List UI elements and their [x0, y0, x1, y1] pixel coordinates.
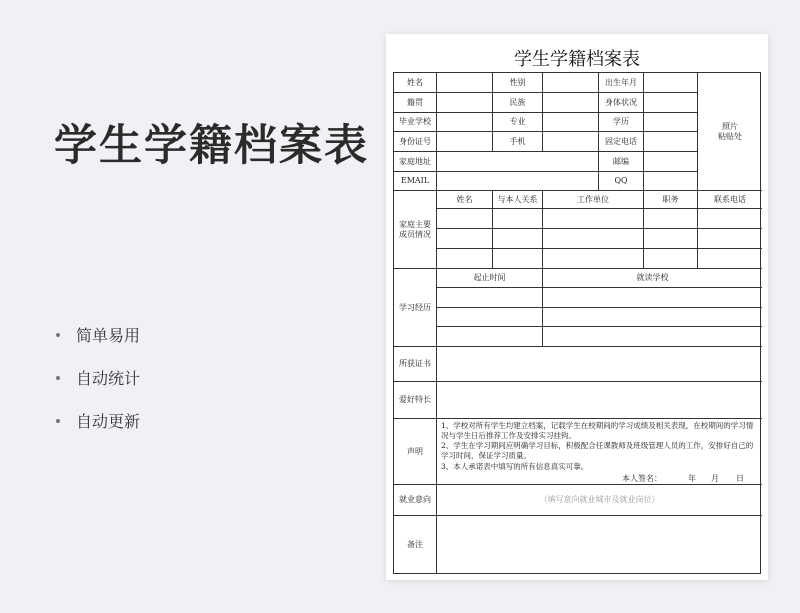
- family-cell[interactable]: [437, 249, 493, 269]
- field-id-number[interactable]: [437, 132, 493, 152]
- signature-label: 本人签名：: [622, 474, 662, 483]
- family-cell[interactable]: [698, 249, 762, 269]
- label-name: 姓名: [394, 73, 437, 93]
- study-header-school: 就读学校: [543, 269, 762, 288]
- feature-label: 自动更新: [76, 412, 141, 431]
- hero-title: 学生学籍档案表: [54, 121, 369, 171]
- field-name[interactable]: [437, 73, 493, 93]
- photo-label-2: 粘贴处: [718, 131, 742, 141]
- family-header-employer: 工作单位: [543, 191, 644, 209]
- family-cell[interactable]: [437, 229, 493, 249]
- label-postcode: 邮编: [599, 152, 644, 172]
- certificates-field[interactable]: [437, 347, 762, 382]
- family-cell[interactable]: [543, 249, 644, 269]
- field-postcode[interactable]: [644, 152, 698, 172]
- label-origin: 籍贯: [394, 93, 437, 113]
- feature-label: 简单易用: [76, 326, 141, 345]
- photo-slot[interactable]: [698, 73, 762, 191]
- feature-label: 自动统计: [76, 369, 141, 388]
- study-cell[interactable]: [437, 308, 543, 327]
- hobbies-label: 爱好特长: [394, 382, 437, 419]
- family-header-relation: 与本人关系: [493, 191, 543, 209]
- label-gender: 性别: [493, 73, 543, 93]
- field-origin[interactable]: [437, 93, 493, 113]
- field-ethnicity[interactable]: [543, 93, 599, 113]
- date-month-label: 月: [711, 474, 719, 483]
- remarks-label: 备注: [394, 516, 437, 573]
- study-cell[interactable]: [543, 288, 762, 308]
- family-cell[interactable]: [543, 229, 644, 249]
- feature-item: [56, 356, 140, 399]
- family-cell[interactable]: [698, 229, 762, 249]
- field-birth[interactable]: [644, 73, 698, 93]
- field-health[interactable]: [644, 93, 698, 113]
- family-cell[interactable]: [493, 249, 543, 269]
- family-label-2: 成员情况: [399, 229, 431, 239]
- label-health: 身体状况: [599, 93, 644, 113]
- field-major[interactable]: [543, 113, 599, 132]
- feature-list: [56, 313, 140, 442]
- certificates-label: 所获证书: [394, 347, 437, 382]
- student-record-form: [393, 72, 761, 574]
- family-cell[interactable]: [437, 209, 493, 229]
- employment-field[interactable]: （填写意向就业城市及就业岗位）: [437, 485, 762, 516]
- study-section-label: 学习经历: [394, 269, 437, 347]
- bullet-icon: [56, 419, 60, 423]
- employment-label: 就业意向: [394, 485, 437, 516]
- family-header-position: 职务: [644, 191, 698, 209]
- remarks-field[interactable]: [437, 516, 762, 573]
- bullet-icon: [56, 376, 60, 380]
- family-cell[interactable]: [644, 249, 698, 269]
- study-header-period: 起止时间: [437, 269, 543, 288]
- field-gender[interactable]: [543, 73, 599, 93]
- study-cell[interactable]: [437, 327, 543, 347]
- family-header-phone: 联系电话: [698, 191, 762, 209]
- field-address[interactable]: [437, 152, 599, 172]
- field-education[interactable]: [644, 113, 698, 132]
- photo-label: 照片: [722, 121, 738, 131]
- family-cell[interactable]: [493, 209, 543, 229]
- feature-item: [56, 313, 140, 356]
- declaration-line-3: 3、本人承诺表中填写的所有信息真实可靠。: [441, 461, 589, 471]
- label-birth: 出生年月: [599, 73, 644, 93]
- family-cell[interactable]: [644, 209, 698, 229]
- family-cell[interactable]: [644, 229, 698, 249]
- document-preview: [386, 34, 768, 580]
- family-cell[interactable]: [493, 229, 543, 249]
- label-mobile: 手机: [493, 132, 543, 152]
- label-qq: QQ: [599, 172, 644, 191]
- study-cell[interactable]: [543, 327, 762, 347]
- label-school: 毕业学校: [394, 113, 437, 132]
- declaration-line-2: 2、学生在学习期间应明确学习目标，积极配合任课教师及班级管理人员的工作，安排好自己的学习时间，保证学习质量。: [441, 441, 754, 461]
- label-ethnicity: 民族: [493, 93, 543, 113]
- hobbies-field[interactable]: [437, 382, 762, 419]
- declaration-label: 声明: [394, 419, 437, 485]
- date-year-label: 年: [688, 474, 696, 483]
- label-address: 家庭地址: [394, 152, 437, 172]
- document-title: 学生学籍档案表: [514, 49, 640, 70]
- family-section-label: [394, 191, 437, 269]
- declaration-line-1: 1、学校对所有学生均建立档案，记载学生在校期间的学习成绩及相关表现，在校期间的学习情况与学生日后推荐工作及安排实习挂钩。: [441, 421, 754, 441]
- field-landline[interactable]: [644, 132, 698, 152]
- label-major: 专业: [493, 113, 543, 132]
- field-mobile[interactable]: [543, 132, 599, 152]
- field-email[interactable]: [437, 172, 599, 191]
- family-label-1: 家庭主要: [399, 219, 431, 229]
- study-cell[interactable]: [437, 288, 543, 308]
- label-email: EMAIL: [394, 172, 437, 191]
- field-qq[interactable]: [644, 172, 698, 191]
- label-landline: 固定电话: [599, 132, 644, 152]
- family-cell[interactable]: [543, 209, 644, 229]
- label-education: 学历: [599, 113, 644, 132]
- study-cell[interactable]: [543, 308, 762, 327]
- declaration-text: [438, 419, 761, 474]
- family-header-name: 姓名: [437, 191, 493, 209]
- bullet-icon: [56, 333, 60, 337]
- date-day-label: 日: [736, 474, 744, 483]
- label-id-number: 身份证号: [394, 132, 437, 152]
- field-school[interactable]: [437, 113, 493, 132]
- family-cell[interactable]: [698, 209, 762, 229]
- feature-item: [56, 399, 140, 442]
